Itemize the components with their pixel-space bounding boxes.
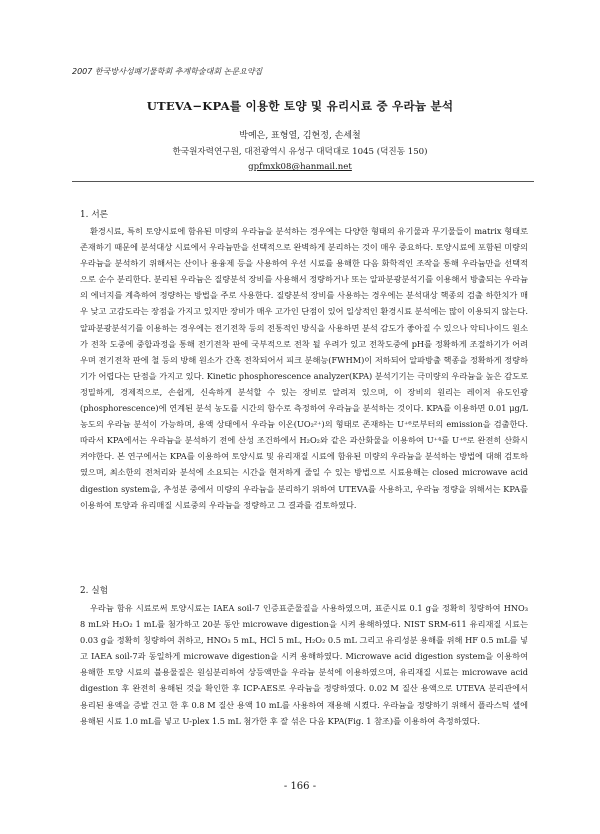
header-divider: [72, 181, 534, 182]
affiliation: 한국원자력연구원, 대전광역시 유성구 대덕대로 1045 (덕진동 150): [172, 147, 428, 157]
paper-title: UTEVA−KPA를 이용한 토양 및 유리시료 중 우라늄 분석: [146, 99, 454, 113]
section-body-introduction: 환경시료, 특히 토양시료에 함유된 미량의 우라늄을 분석하는 경우에는 다양한 형태의 유기물과 무기물들이 matrix 형태로 존재하기 때문에 분석대상 시료에서 우라늄만을 선택적으로 완벽하게 분리하는 것이 매우 중요하다. 토양시료에 포함된 미량의 우라늄을 분석하기 위해서는 산이나 용융제 등을 사용하여 우선 시료를 용해한 다음 화학적인 조작을 통해 우라늄만을 선택적으로 순수 분리한다. 분리된 우라늄은 질량분석 장비를 사용해서 정량하거나 또는 알파분광분석기를 이용해서 방출되는 우라늄의 에너지를 계측하여 정량하는 방법을 주로 사용한다. 질량분석 장비를 사용하는 경우에는 분석대상 핵종의 검출 하한치가 매우 낮고 고감도라는 장점을 가지고 있지만 장비가 매우 고가인 단점이 있어 일상적인 환경시료 분석에는 많이 이용되지 않는다. 알파분광분석기를 이용하는 경우에는 전기전착 등의 전통적인 방식을 사용하면 분석 감도가 좋아질 수 있으나 악티나이드 원소가 전착 도중에 중합과정을 통해 전기전착 판에 국부적으로 전착 될 우려가 있고 전착도중에 pH를 정확하게 조절하기가 어려우며 전기전착 판에 철 등의 방해 원소가 간혹 전착되어서 피크 분해능(FWHM)이 저하되어 알파방출 핵종을 정확하게 정량하기가 어렵다는 단점을 가지고 있다. Kinetic phosphorescence analyzer(KPA) 분석기기는 극미량의 우라늄을 높은 감도로 정밀하게, 경제적으로, 손쉽게, 신속하게 분석할 수 있는 장비로 알려져 있으며, 이 장비의 원리는 레이저 유도인광(phosphorescence)에 연계된 분석 농도를 시간의 함수로 측정하여 우라늄을 분석하는 것이다. KPA를 이용하면 0.01 μg/L 농도의 우라늄 분석이 가능하며, 용액 상태에서 우라늄 이온(UO₂²⁺)의 형태로 존재하는 U⁺⁶로부터의 emission을 검출한다. 따라서 KPA에서는 우라늄을 분석하기 전에 산성 조건하에서 H₂O₂와 같은 과산화물을 이용하여 U⁺⁴를 U⁺⁶로 완전히 산화시켜야한다. 본 연구에서는 KPA를 이용하여 토양시료 및 유리재질 시료에 함유된 미량의 우라늄을 분석하는 방법에 대해 검토하였으며, 최소한의 전처리와 분석에 소요되는 시간을 현저하게 줄일 수 있는 방법으로 시료용해는 closed microwave acid digestion system을, 추성분 중에서 미량의 우라늄을 분리하기 위하여 UTEVA를 사용하고, 우라늄 정량을 위해서는 KPA를 이용하여 토양과 유리매질 시료중의 우라늄을 정량하고 그 결과를 검토하였다.: [80, 226, 528, 510]
running-header: 2007 한국방사성폐기물학회 추계학술대회 논문요약집: [72, 67, 263, 76]
section-heading-introduction: 1. 서론: [80, 210, 109, 220]
email-line: [0, 162, 600, 172]
section-body-experiment: 우라늄 함유 시료로써 토양시료는 IAEA soil-7 인증표준물질을 사용하였으며, 표준시료 0.1 g을 정확히 칭량하여 HNO₃ 8 mL와 H₂O₂ 1 mL를 첨가하고 20분 동안 microwave digestion을 시켜 용해하였다. NIST SRM-611 유리재질 시료는 0.03 g을 정확히 칭량하여 취하고, HNO₃ 5 mL, HCl 5 mL, H₂O₂ 0.5 mL 그리고 유리성분 용해를 위해 HF 0.5 mL를 넣고 IAEA soil-7과 동일하게 microwave digestion을 시켜 용해하였다. Microwave acid digestion system을 이용하여 용해한 토양 시료의 불용물질은 원심분리하여 상등액만을 우라늄 분석에 이용하였으며, 유리재질 시료는 microwave acid digestion 후 완전히 용해된 것을 확인한 후 ICP-AES로 우라늄을 정량하였다. 0.02 M 질산 용액으로 UTEVA 분리관에서 용리된 용액을 증발 건고 한 후 0.8 M 질산 용액 10 mL를 사용하여 재용해 시켰다. 우라늄을 정량하기 위해서 플라스틱 셀에 용해된 시료 1.0 mL를 넣고 U-plex 1.5 mL 첨가한 후 잘 섞은 다음 KPA(Fig. 1 참조)를 이용하여 측정하였다.: [80, 603, 528, 726]
page-number: - 166 -: [283, 781, 317, 792]
author-email: gpfmxk08@hanmail.net: [248, 162, 352, 172]
author-list: 박예은, 표형열, 김현정, 손세철: [239, 131, 361, 141]
section-heading-experiment: 2. 실험: [80, 586, 109, 596]
